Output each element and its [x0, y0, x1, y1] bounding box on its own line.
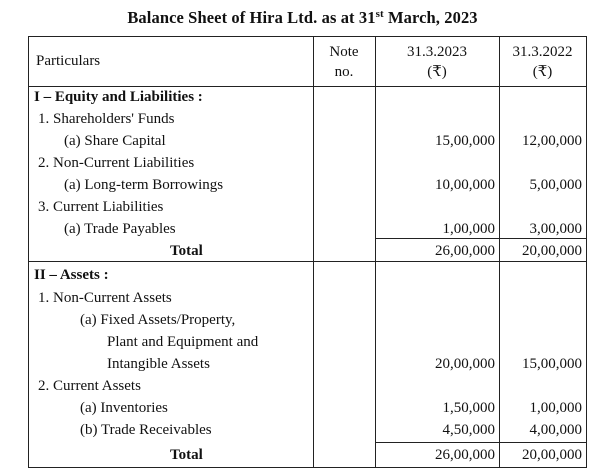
section2-group1-item1-line1: (a) Fixed Assets/Property, [80, 312, 236, 328]
note-column-left-rule [313, 36, 314, 468]
section2-total-2023: 26,00,000 [435, 447, 495, 463]
section2-total-label: Total [170, 447, 203, 463]
section2-group1-label: 1. Non-Current Assets [38, 290, 172, 306]
section2-group2-item2: (b) Trade Receivables [80, 422, 212, 438]
total2-top-rule [375, 442, 586, 443]
table-left-border [28, 36, 29, 468]
header-col2-unit: (₹) [532, 64, 553, 80]
header-particulars: Particulars [36, 53, 101, 69]
section1-total-2022: 20,00,000 [522, 243, 582, 259]
section2-total-2022: 20,00,000 [522, 447, 582, 463]
section1-group1-item1-2022: 12,00,000 [522, 133, 582, 149]
header-col2-date: 31.3.2022 [512, 44, 573, 60]
title-main: Balance Sheet of Hira Ltd. as at 31 [127, 8, 376, 27]
section2-group1-item1-line2: Plant and Equipment and [107, 334, 259, 350]
section1-group3-label: 3. Current Liabilities [38, 199, 164, 215]
section2-heading: II – Assets : [34, 267, 109, 283]
section2-group1-item1-line3: Intangible Assets [107, 356, 210, 372]
title-superscript: st [375, 8, 384, 20]
section1-heading: I – Equity and Liabilities : [34, 89, 203, 105]
section1-group3-item1: (a) Trade Payables [64, 221, 176, 237]
section1-group2-item1-2022: 5,00,000 [529, 177, 582, 193]
total1-top-rule [375, 238, 586, 239]
title-suffix: March, 2023 [383, 8, 478, 27]
header-col1-unit: (₹) [427, 64, 447, 80]
header-note-no: no. [334, 64, 354, 80]
section-divider-rule [28, 261, 586, 262]
section1-group2-item1-2023: 10,00,000 [435, 177, 495, 193]
section1-group1-item1-2023: 15,00,000 [435, 133, 495, 149]
section1-group2-label: 2. Non-Current Liabilities [38, 155, 195, 171]
header-bottom-rule [28, 86, 586, 87]
section1-group3-item1-2022: 3,00,000 [529, 221, 582, 237]
header-note: Note [329, 44, 359, 60]
section2-group2-item1: (a) Inventories [80, 400, 168, 416]
table-bottom-border [28, 467, 586, 468]
section2-group1-item1-2022: 15,00,000 [522, 356, 582, 372]
section1-group1-label: 1. Shareholders' Funds [38, 111, 175, 127]
section2-group2-item2-2023: 4,50,000 [442, 422, 495, 438]
section2-group2-item1-2022: 1,00,000 [529, 400, 582, 416]
section2-group2-label: 2. Current Assets [38, 378, 141, 394]
section2-group2-item1-2023: 1,50,000 [442, 400, 495, 416]
header-col1-date: 31.3.2023 [407, 44, 467, 60]
section1-total-label: Total [170, 243, 203, 259]
section1-group1-item1: (a) Share Capital [64, 133, 166, 149]
section1-group3-item1-2023: 1,00,000 [442, 221, 495, 237]
table-right-border [586, 36, 587, 468]
section2-group1-item1-2023: 20,00,000 [435, 356, 495, 372]
section1-group2-item1: (a) Long-term Borrowings [64, 177, 224, 193]
section2-group2-item2-2022: 4,00,000 [529, 422, 582, 438]
section1-total-2023: 26,00,000 [435, 243, 495, 259]
table-top-border [28, 36, 586, 37]
